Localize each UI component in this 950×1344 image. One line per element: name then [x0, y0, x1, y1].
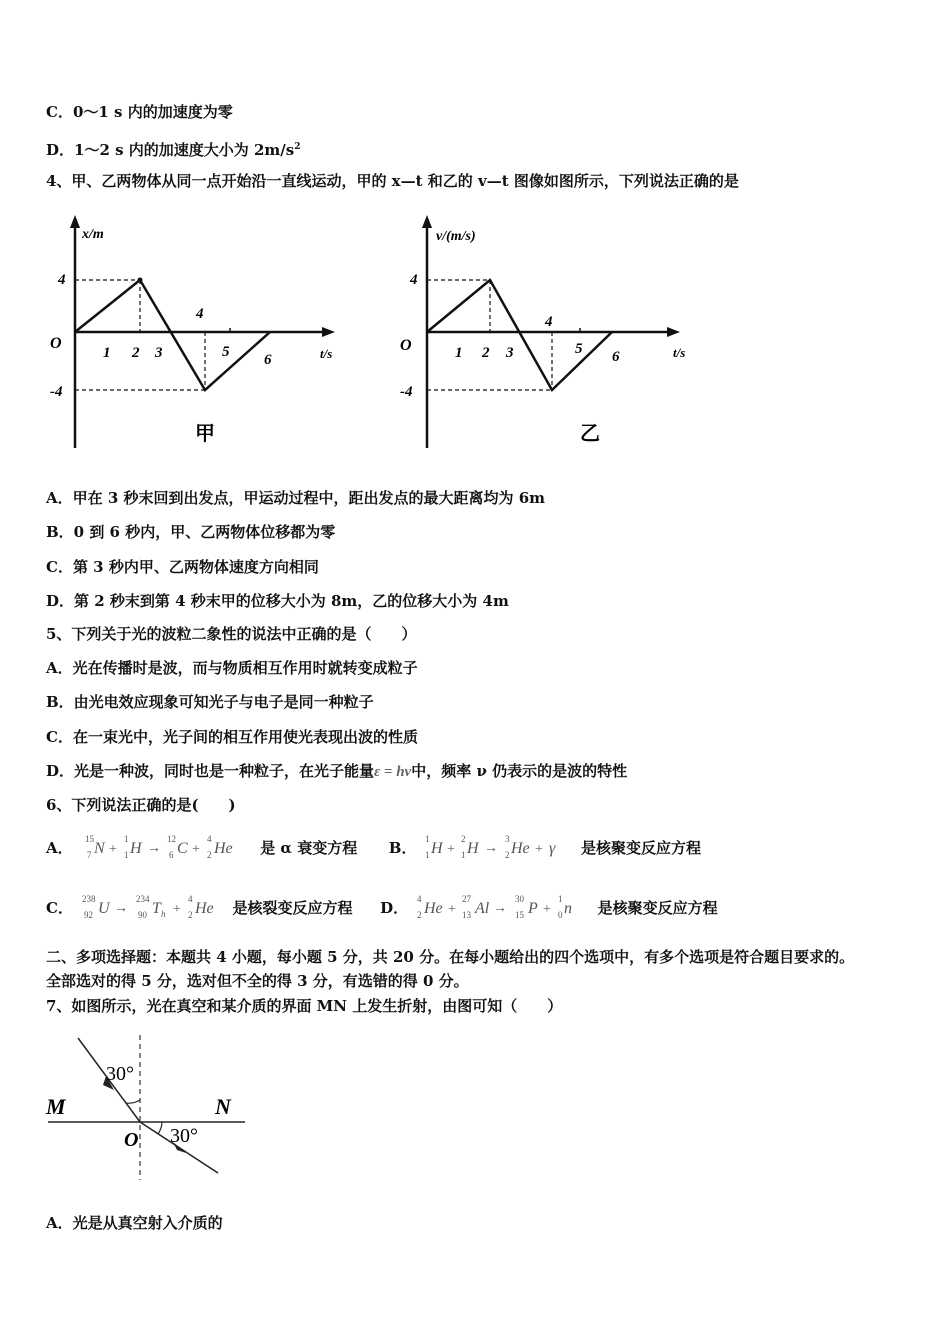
svg-text:→: →: [484, 841, 499, 856]
q5-option-d-formula: ε = hν: [374, 764, 412, 780]
svg-text:238: 238: [81, 894, 96, 904]
svg-text:H: H: [431, 840, 443, 857]
q6-option-b-label: B．: [388, 839, 417, 857]
q6-row-cd: [46, 890, 718, 926]
fig-angle-2: 30°: [170, 1125, 198, 1147]
svg-text:2: 2: [461, 834, 466, 844]
graph-jia-y-top: 4: [58, 272, 66, 288]
graph-yi-tick-2: 2: [482, 345, 490, 361]
q4-option-a: A．甲在 3 秒末回到出发点，甲运动过程中，距出发点的最大距离均为 6m: [46, 489, 546, 507]
q4-option-c: C．第 3 秒内甲、乙两物体速度方向相同: [46, 558, 319, 576]
section2-line1: 二、多项选择题：本题共 4 小题，每小题 5 分，共 20 分。在每小题给出的四个选项中，有多个选项是符合题目要求的。: [46, 948, 855, 966]
svg-text:H: H: [130, 840, 142, 857]
graph-jia-x-label: t/s: [320, 346, 333, 361]
q6-option-a-label: A．: [46, 839, 73, 857]
q4-option-b: B．0 到 6 秒内，甲、乙两物体位移都为零: [46, 523, 336, 541]
q7-stem: 7、如图所示，光在真空和某介质的界面 MN 上发生折射，由图可知（ ）: [46, 997, 563, 1015]
q3-option-d-exponent: 2: [294, 142, 301, 152]
graph-jia-caption: 甲: [195, 423, 215, 445]
q3-option-d: [46, 137, 301, 160]
svg-text:27: 27: [461, 894, 471, 904]
svg-text:→: →: [492, 901, 507, 916]
svg-text:+: +: [542, 902, 551, 917]
svg-text:2: 2: [187, 910, 193, 920]
svg-text:3: 3: [505, 834, 510, 844]
q6-option-c-equation: [78, 893, 228, 925]
q5-option-d-post: 中，频率 ν 仍表示的是波的特性: [411, 762, 628, 780]
q6-option-a-suffix: 是 α 衰变方程: [260, 839, 358, 857]
q6-row-ab: [46, 830, 701, 866]
svg-text:n: n: [563, 900, 572, 917]
q6-option-b-equation: [421, 833, 576, 865]
svg-text:4: 4: [207, 834, 212, 844]
svg-text:He: He: [511, 840, 530, 857]
svg-text:1: 1: [425, 850, 430, 860]
q5-option-b: B．由光电效应现象可知光子与电子是同一种粒子: [46, 693, 374, 711]
svg-text:H: H: [467, 840, 479, 857]
graph-jia-tick-4: 4: [196, 306, 204, 322]
q5-option-d-pre: D．光是一种波，同时也是一种粒子，在光子能量: [46, 762, 375, 780]
graph-yi-caption: 乙: [580, 423, 600, 445]
svg-text:2: 2: [207, 850, 212, 860]
graph-yi-tick-6: 6: [612, 349, 620, 365]
refraction-figure: [40, 1030, 260, 1190]
graph-jia-y-label: x/m: [82, 227, 104, 242]
svg-text:→: →: [113, 901, 128, 916]
graph-jia-tick-1: 1: [103, 345, 111, 361]
svg-text:1: 1: [124, 850, 129, 860]
q6-option-d-equation: [413, 893, 593, 925]
svg-text:6: 6: [169, 850, 174, 860]
fig-label-m: M: [46, 1094, 66, 1119]
q3-option-d-text: D．1～2 s 内的加速度大小为 2m/s: [46, 141, 295, 159]
svg-text:7: 7: [87, 850, 92, 860]
svg-text:2: 2: [505, 850, 510, 860]
svg-text:90: 90: [137, 910, 147, 920]
svg-text:1: 1: [124, 834, 129, 844]
graph-jia-tick-3: 3: [155, 345, 163, 361]
svg-text:92: 92: [83, 910, 93, 920]
svg-text:1: 1: [557, 894, 563, 904]
svg-text:+: +: [447, 902, 456, 917]
q6-option-a-equation: [77, 833, 255, 865]
graph-jia: [40, 210, 360, 460]
svg-text:He: He: [423, 900, 443, 917]
q4-option-d: D．第 2 秒末到第 4 秒末甲的位移大小为 8m，乙的位移大小为 4m: [46, 592, 509, 610]
q6-stem: 6、下列说法正确的是( ): [46, 796, 236, 814]
svg-text:He: He: [214, 840, 234, 857]
svg-text:0: 0: [557, 910, 563, 920]
graph-yi-y-top: 4: [410, 272, 418, 288]
graph-jia-origin: O: [50, 335, 62, 352]
q6-option-c-label: C．: [46, 899, 73, 917]
graph-jia-tick-2: 2: [132, 345, 140, 361]
graph-yi-x-label: t/s: [673, 345, 686, 360]
fig-angle-1: 30°: [106, 1063, 134, 1085]
svg-text:15: 15: [85, 834, 95, 844]
svg-text:12: 12: [167, 834, 177, 844]
svg-text:15: 15: [514, 910, 524, 920]
fig-label-n: N: [215, 1094, 231, 1119]
svg-text:h: h: [160, 909, 166, 919]
graph-yi-tick-4: 4: [545, 314, 553, 330]
svg-text:γ: γ: [549, 840, 556, 857]
svg-text:+: +: [172, 902, 181, 917]
graph-yi-tick-1: 1: [455, 345, 463, 361]
svg-text:→: →: [147, 841, 162, 856]
section2-line2: 全部选对的得 5 分，选对但不全的得 3 分，有选错的得 0 分。: [46, 972, 469, 990]
svg-text:+: +: [447, 842, 456, 857]
svg-text:1: 1: [425, 834, 430, 844]
svg-text:+: +: [535, 842, 544, 857]
graph-jia-tick-6: 6: [264, 352, 272, 368]
svg-text:+: +: [192, 842, 201, 857]
q6-option-d-label: D．: [380, 899, 409, 917]
graph-yi-y-bot: -4: [400, 384, 413, 400]
q6-option-d-suffix: 是核聚变反应方程: [597, 899, 718, 917]
svg-text:4: 4: [187, 894, 193, 904]
svg-text:He: He: [194, 900, 214, 917]
svg-text:+: +: [109, 842, 118, 857]
graph-yi: [390, 210, 710, 460]
svg-text:C: C: [177, 840, 189, 857]
svg-text:Al: Al: [474, 900, 490, 917]
svg-text:2: 2: [416, 910, 422, 920]
q5-stem: 5、下列关于光的波粒二象性的说法中正确的是（ ）: [46, 625, 417, 643]
q5-option-d: [46, 761, 627, 782]
svg-text:234: 234: [135, 894, 150, 904]
graph-yi-tick-3: 3: [506, 345, 514, 361]
graph-jia-y-bot: -4: [50, 384, 63, 400]
q5-option-c: C．在一束光中，光子间的相互作用使光表现出波的性质: [46, 728, 418, 746]
svg-text:N: N: [94, 840, 106, 857]
q6-option-c-suffix: 是核裂变反应方程: [232, 899, 353, 917]
graph-yi-tick-5: 5: [575, 341, 583, 357]
q5-option-a: A．光在传播时是波，而与物质相互作用时就转变成粒子: [46, 659, 418, 677]
graph-yi-y-label: v/(m/s): [436, 229, 476, 244]
graph-yi-origin: O: [400, 337, 412, 354]
q7-option-a: A．光是从真空射入介质的: [46, 1214, 223, 1232]
svg-text:4: 4: [416, 894, 422, 904]
graph-jia-tick-5: 5: [222, 344, 230, 360]
q4-stem: 4、甲、乙两物体从同一点开始沿一直线运动，甲的 x—t 和乙的 v—t 图像如图所示，下列说法正确的是: [46, 172, 739, 190]
svg-text:P: P: [527, 900, 538, 917]
svg-text:1: 1: [461, 850, 466, 860]
svg-text:T: T: [151, 900, 161, 917]
svg-text:13: 13: [461, 910, 471, 920]
svg-text:30: 30: [514, 894, 524, 904]
fig-label-o: O: [124, 1129, 139, 1151]
svg-text:U: U: [97, 900, 110, 917]
q6-option-b-suffix: 是核聚变反应方程: [581, 839, 702, 857]
q3-option-c: C．0～1 s 内的加速度为零: [46, 103, 233, 121]
